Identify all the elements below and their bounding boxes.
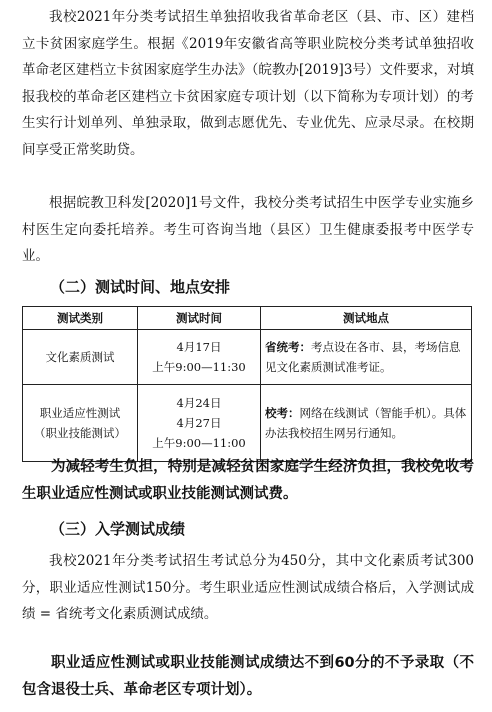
row2-category-line2: （职业技能测试） [34, 426, 126, 440]
section-3-heading: （三）入学测试成绩 [50, 520, 186, 538]
score-paragraph: 我校2021年分类考试招生考试总分为450分，其中文化素质考试300分，职业适应性测试150分。考生职业适应性测试成绩合格后，入学测试成绩 = 省统考文化素质测试成绩。 [22, 553, 474, 623]
row1-date: 4月17日 [176, 340, 222, 354]
row1-location [261, 330, 472, 385]
schedule-table [22, 306, 472, 462]
admission-rule-note: 职业适应性测试或职业技能测试成绩达不到60分的不予录取（不包含退役士兵、革命老区专项计划）。 [22, 655, 474, 698]
row1-hours: 上午9:00—11:30 [152, 360, 246, 374]
row2-hours: 上午9:00—11:00 [152, 436, 246, 450]
row2-date-2: 4月27日 [176, 416, 222, 430]
row2-category [23, 385, 138, 462]
intro-paragraph-1: 我校2021年分类考试招生单独招收我省革命老区（县、市、区）建档立卡贫困家庭学生。根据《2019年安徽省高等职业院校分类考试单独招收革命老区建档立卡贫困家庭学生办法》（皖教办[2019]3号）文件要求，对填报我校的革命老区建档立卡贫困家庭专项计划（以下简称为专项计划）的考生实行计划单列、单独录取，做到志愿优先、专业优先、应录尽录。在校期间享受正常奖助贷。 [22, 9, 474, 158]
header-location: 测试地点 [261, 307, 472, 330]
row2-time [138, 385, 261, 462]
table-row [23, 330, 472, 385]
section-2-heading: （二）测试时间、地点安排 [50, 278, 231, 296]
row1-time [138, 330, 261, 385]
row1-category: 文化素质测试 [23, 330, 138, 385]
header-time: 测试时间 [138, 307, 261, 330]
table-header-row [23, 307, 472, 330]
table-row [23, 385, 472, 462]
row2-location [261, 385, 472, 462]
row2-location-text: 网络在线测试（智能手机）。具体办法我校招生网另行通知。 [265, 406, 467, 440]
fee-waiver-note: 为减轻考生负担，特别是减轻贫困家庭学生经济负担，我校免收考生职业适应性测试或职业技能测试测试费。 [22, 459, 474, 502]
row2-category-line1: 职业适应性测试 [39, 406, 121, 420]
row1-location-text: 考点设在各市、县，考场信息见文化素质测试准考证。 [265, 340, 461, 374]
row1-location-label: 省统考： [265, 340, 311, 354]
header-category: 测试类别 [23, 307, 138, 330]
row2-location-label: 校考： [265, 406, 300, 420]
intro-paragraph-2: 根据皖教卫科发[2020]1号文件，我校分类考试招生中医学专业实施乡村医生定向委托培养。考生可咨询当地（县区）卫生健康委报考中医学专业。 [22, 195, 474, 265]
row2-date-1: 4月24日 [176, 396, 222, 410]
